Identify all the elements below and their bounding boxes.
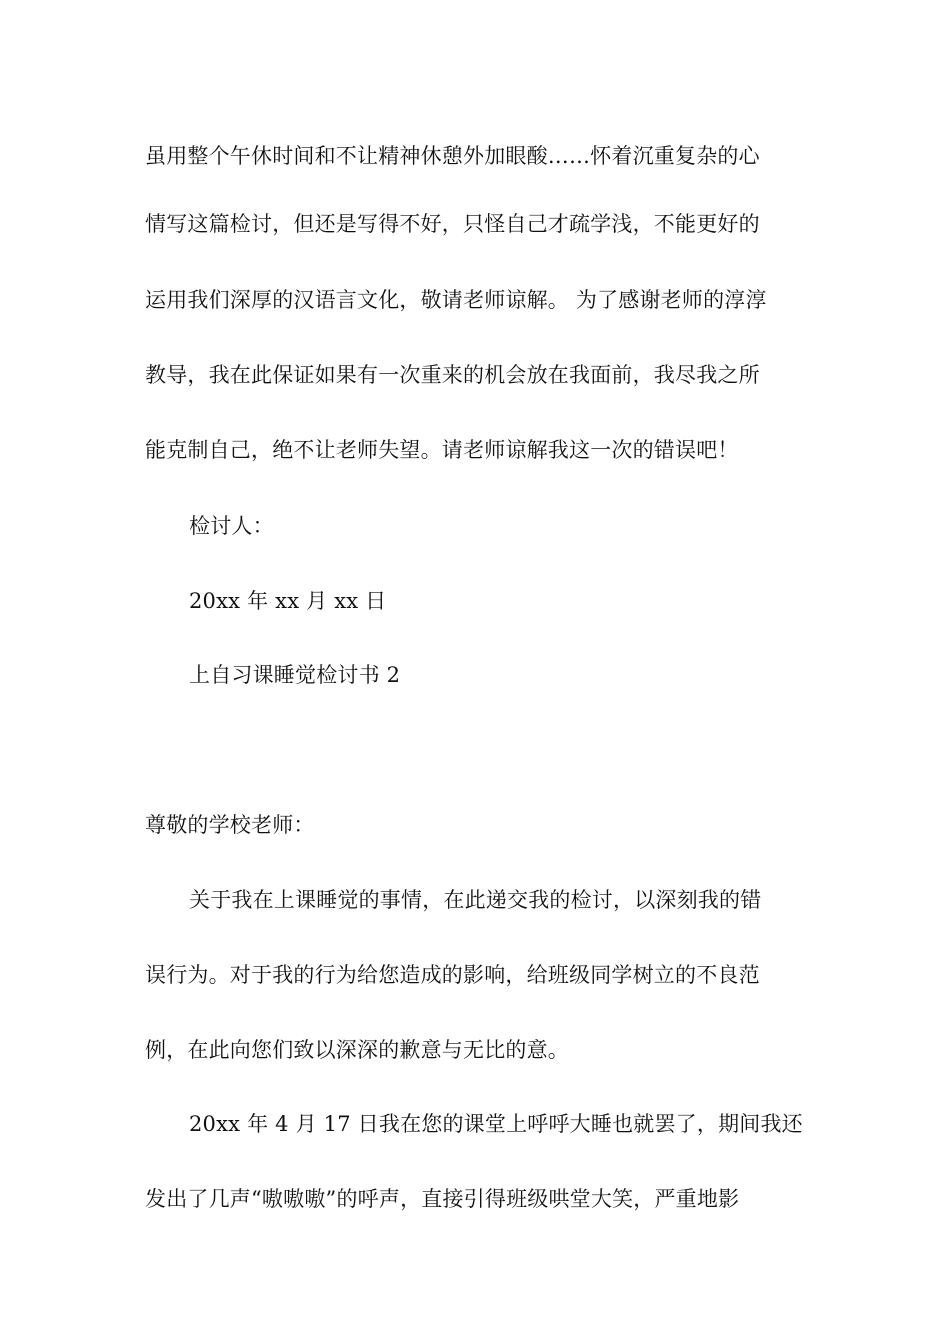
section-title: 上自习课睡觉检讨书 2 (189, 663, 401, 687)
date-line: 20xx 年 xx 月 xx 日 (189, 589, 387, 613)
paragraph-line: 教导，我在此保证如果有一次重来的机会放在我面前，我尽我之所 (145, 363, 760, 387)
paragraph-line: 虽用整个午休时间和不让精神休憩外加眼酸……怀着沉重复杂的心 (145, 144, 760, 168)
paragraph-line: 发出了几声“嗷嗷嗷”的呼声，直接引得班级哄堂大笑，严重地影 (145, 1187, 740, 1211)
paragraph-line: 例，在此向您们致以深深的歉意与无比的意。 (145, 1038, 569, 1062)
paragraph-line: 误行为。对于我的行为给您造成的影响，给班级同学树立的不良范 (145, 963, 760, 987)
paragraph-line: 能克制自己，绝不让老师失望。请老师谅解我这一次的错误吧！ (145, 438, 739, 462)
paragraph-line: 关于我在上课睡觉的事情，在此递交我的检讨，以深刻我的错 (189, 888, 762, 912)
paragraph-line: 情写这篇检讨，但还是写得不好，只怪自己才疏学浅，不能更好的 (145, 212, 760, 236)
salutation: 尊敬的学校老师： (145, 813, 315, 837)
paragraph-line: 20xx 年 4 月 17 日我在您的课堂上呼呼大睡也就罢了，期间我还 (189, 1112, 803, 1136)
signature-label: 检讨人： (189, 514, 274, 538)
paragraph-line: 运用我们深厚的汉语言文化，敬请老师谅解。 为了感谢老师的淳淳 (145, 288, 767, 312)
